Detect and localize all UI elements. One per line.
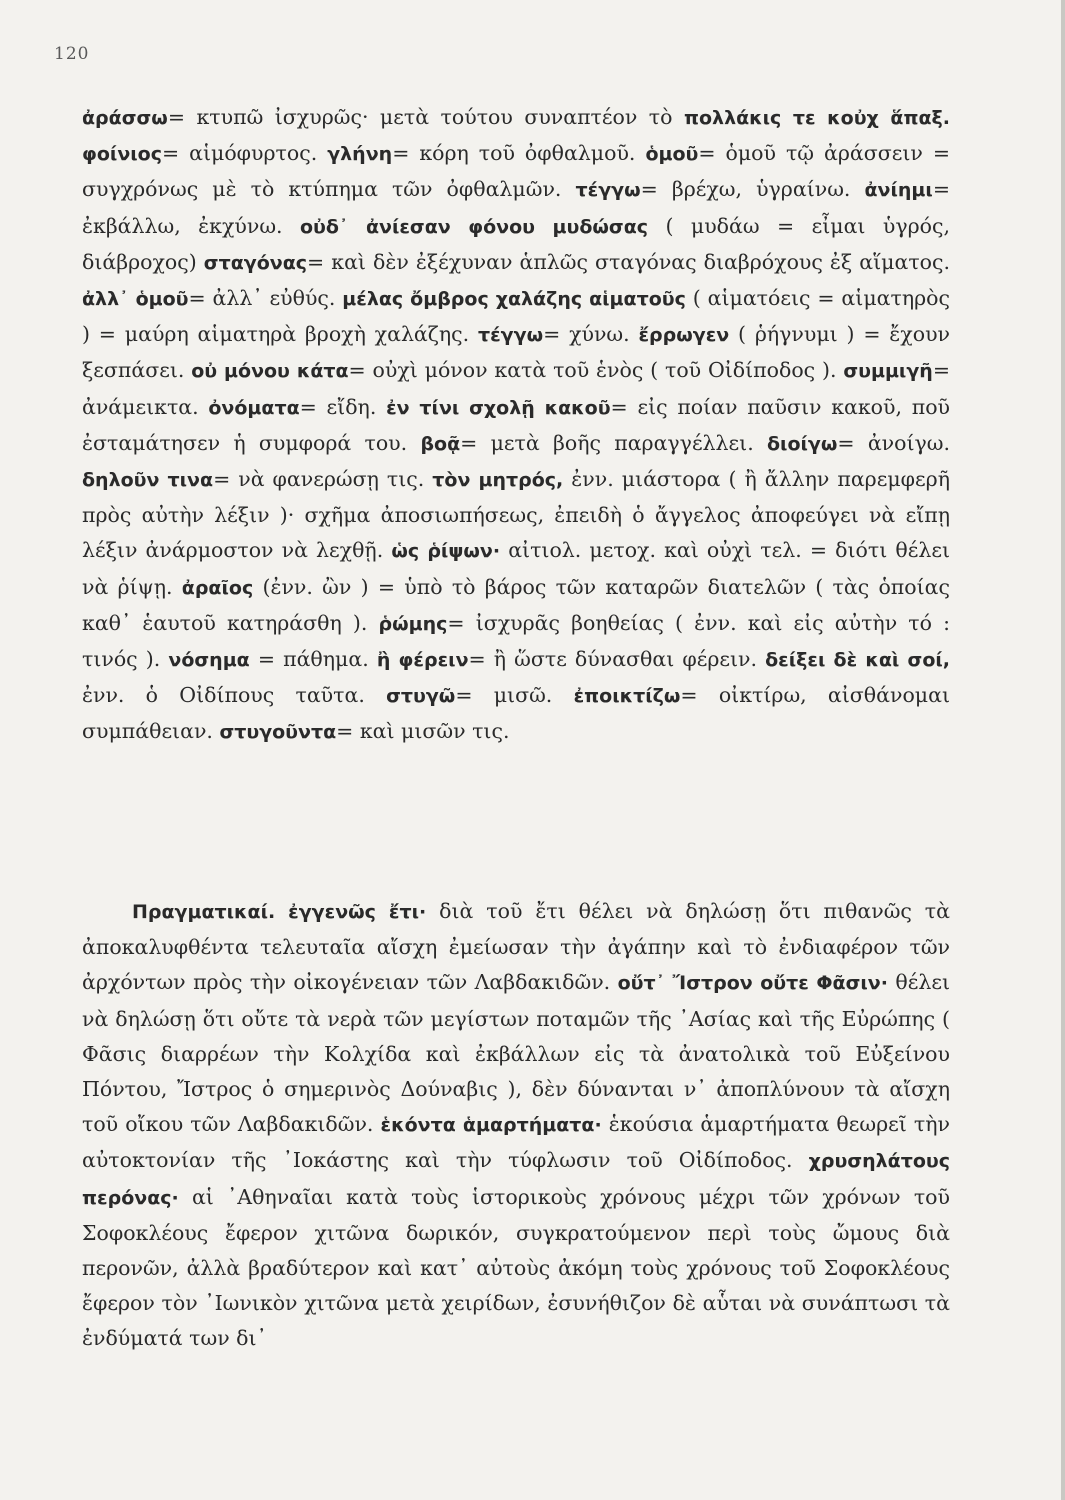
headword: ὡς ῥίψων· — [391, 540, 501, 563]
gloss: = οὐχὶ μόνον κατὰ τοῦ ἑνὸς ( τοῦ Οἰδίποδος ). — [348, 358, 844, 383]
headword: νόσημα — [168, 649, 250, 672]
headword: ὀνόματα — [208, 396, 300, 419]
gloss: (ἐνν. ὢν ) = ὑπὸ τὸ βάρος τῶν καταρῶν διατελῶν ( τὰς ὁποίας καθ᾽ ἑαυτοῦ κατηράσθη ). — [82, 574, 950, 635]
headword: ἐγγενῶς ἔτι· — [288, 901, 427, 923]
gloss: = καὶ δὲν ἐξέχυναν ἁπλῶς σταγόνας διαβρόχους ἐξ αἵματος. — [307, 249, 950, 274]
headword: μέλας ὄμβρος χαλάζης αἱματοῦς — [342, 288, 686, 311]
gloss: = καὶ μισῶν τις. — [336, 719, 510, 744]
gloss: = εἰς ποίαν παῦσιν κακοῦ, ποῦ ἐσταμάτησεν ἡ συμφορά του. — [82, 394, 950, 455]
gloss: αἰτιολ. μετοχ. καὶ οὐχὶ τελ. = διότι θέλει νὰ ῥίψῃ. — [82, 538, 950, 599]
gloss: = ὁμοῦ τῷ ἀράσσειν = συγχρόνως μὲ τὸ κτύπημα τῶν ὀφθαλμῶν. — [82, 141, 950, 202]
headword: οὐδ᾽ ἀνίεσαν φόνου μυδώσας — [299, 215, 649, 238]
gloss: = νὰ φανερώσῃ τις. — [213, 467, 433, 492]
headword: ἀραῖος — [181, 576, 254, 599]
headword: ἔρρωγεν — [638, 324, 730, 347]
headword: ἀνίημι — [864, 179, 933, 202]
gloss: = κόρη τοῦ ὀφθαλμοῦ. — [392, 141, 646, 166]
gloss: = ἀλλ᾽ εὐθύς. — [188, 286, 343, 311]
pragmatikai-paragraph — [82, 894, 950, 1357]
gloss: = μισῶ. — [455, 683, 574, 708]
headword: ἀράσσω — [82, 107, 168, 129]
headword: στυγοῦντα — [219, 721, 337, 744]
gloss: = οἰκτίρω, αἰσθάνομαι συμπάθειαν. — [82, 683, 950, 744]
headword: ἐποικτίζω — [573, 685, 681, 708]
gloss: = αἱμόφυρτος. — [161, 141, 328, 166]
gloss: = ἰσχυρᾶς βοηθείας ( ἐνν. καὶ εἰς αὐτὴν τό : τινός ). — [82, 610, 951, 672]
headword: τέγγω — [575, 179, 641, 202]
headword: ἐν τίνι σχολῇ κακοῦ — [386, 396, 611, 419]
gloss: ἑκούσια ἁμαρτήματα θεωρεῖ τὴν αὐτοκτονίαν τῆς ᾿Ιοκάστης καὶ τὴν τύφλωσιν τοῦ Οἰδίποδος. — [82, 1112, 950, 1173]
gloss: = χύνω. — [543, 322, 639, 347]
gloss: = ἀνάμεικτα. — [82, 358, 950, 419]
gloss — [275, 899, 288, 923]
headword: στυγῶ — [386, 685, 456, 708]
headword: οὐ μόνου κάτα — [191, 360, 349, 383]
gloss: διὰ τοῦ ἔτι θέλει νὰ δηλώσῃ ὅτι πιθανῶς τὰ ἀποκαλυφθέντα τελευταῖα αἴσχη ἐμείωσαν τὴν ἀγάπην καὶ τὸ ἐνδιαφέρον τῶν ἀρχόντων πρὸς τὴν οἰκογένειαν τῶν Λαβδακιδῶν. — [82, 899, 950, 995]
gloss: ( μυδάω = εἶμαι ὑγρός, διάβροχος) — [82, 213, 950, 274]
headword: σταγόνας — [203, 251, 308, 274]
headword: Πραγματικαί. — [132, 901, 276, 923]
headword: δείξει δὲ καὶ σοί, — [765, 649, 951, 672]
headword: χρυσηλάτους περόνας· — [82, 1150, 950, 1209]
headword: βοᾷ — [420, 432, 461, 455]
page-number: 120 — [54, 44, 90, 64]
gloss: = μετὰ βοῆς παραγγέλλει. — [460, 430, 767, 455]
headword: οὔτ᾽ Ἴστρον οὔτε Φᾶσιν· — [617, 972, 888, 995]
headword: γλήνη — [327, 143, 393, 166]
headword: συμμιγῆ — [843, 360, 933, 383]
headword: διοίγω — [767, 432, 838, 455]
headword: ἢ φέρειν — [376, 649, 469, 672]
headword: ἀλλ᾽ ὁμοῦ — [82, 288, 189, 311]
gloss: ἐνν. μιάστορα ( ἢ ἄλλην παρεμφερῆ πρὸς αὐτὴν λέξιν )· σχῆμα ἀποσιωπήσεως, ἐπειδὴ ὁ ἄγγελος ἀποφεύγει νὰ εἴπῃ λέξιν ἀνάρμοστον νὰ λεχθῇ. — [82, 467, 950, 563]
headword: ῥώμης — [378, 612, 448, 635]
gloss: ἐνν. ὁ Οἰδίπους ταῦτα. — [82, 683, 387, 708]
headword: τέγγω — [477, 324, 544, 347]
headword: ὁμοῦ — [645, 143, 699, 166]
gloss: θέλει νὰ δηλώσῃ ὅτι οὔτε τὰ νερὰ τῶν μεγίστων ποταμῶν τῆς ᾿Ασίας καὶ τῆς Εὐρώπης ( Φᾶσις διαρρέων τὴν Κολχίδα καὶ ἐκβάλλων εἰς τὰ ἀνατολικὰ τοῦ Εὐξείνου Πόντου, Ἴστρος ὁ σημερινὸς Δούναβις ), δὲν δύνανται ν᾽ ἀποπλύνουν τὰ αἴσχη τοῦ οἴκου τῶν Λαβδακιδῶν. — [82, 970, 950, 1137]
gloss: ( ῥήγνυμι ) = ἔχουν ξεσπάσει. — [82, 322, 950, 383]
gloss: = εἴδη. — [299, 394, 387, 419]
headword: τὸν μητρός, — [432, 469, 564, 492]
gloss: αἱ ᾿Αθηναῖαι κατὰ τοὺς ἱστορικοὺς χρόνους μέχρι τῶν χρόνων τοῦ Σοφοκλέους ἔφερον χιτῶνα δωρικόν, συγκρατούμενον περὶ τοὺς ὤμους διὰ περονῶν, ἀλλὰ βραδύτερον καὶ κατ᾽ αὐτοὺς ἀκόμη τοὺς χρόνους τοῦ Σοφοκλέους ἔφερον τὸν ᾿Ιωνικὸν χιτῶνα μετὰ χειρίδων, ἐσυνήθιζον δὲ αὗται νὰ συνάπτωσι τὰ ἐνδύματά των δι᾽ — [82, 1184, 950, 1351]
page-edge — [1061, 0, 1065, 1500]
headword: δηλοῦν τινα — [82, 469, 214, 492]
gloss: = ἀνοίγω. — [837, 430, 950, 455]
gloss: = ἢ ὥστε δύνασθαι φέρειν. — [468, 647, 766, 672]
gloss: = πάθημα. — [249, 647, 377, 672]
headword: φοίνιος — [82, 143, 162, 166]
gloss: = βρέχω, ὑγραίνω. — [640, 177, 865, 202]
headword: ἑκόντα ἁμαρτήματα· — [380, 1114, 602, 1137]
commentary-paragraph — [82, 100, 950, 751]
gloss: = ἐκβάλλω, ἐκχύνω. — [82, 177, 950, 238]
headword: πολλάκις τε κοὐχ ἅπαξ. — [683, 107, 950, 129]
gloss: = κτυπῶ ἰσχυρῶς· μετὰ τούτου συναπτέον τὸ — [167, 105, 684, 129]
gloss: ( αἱματόεις = αἱματηρὸς ) = μαύρη αἱματηρὰ βροχὴ χαλάζης. — [82, 286, 950, 347]
